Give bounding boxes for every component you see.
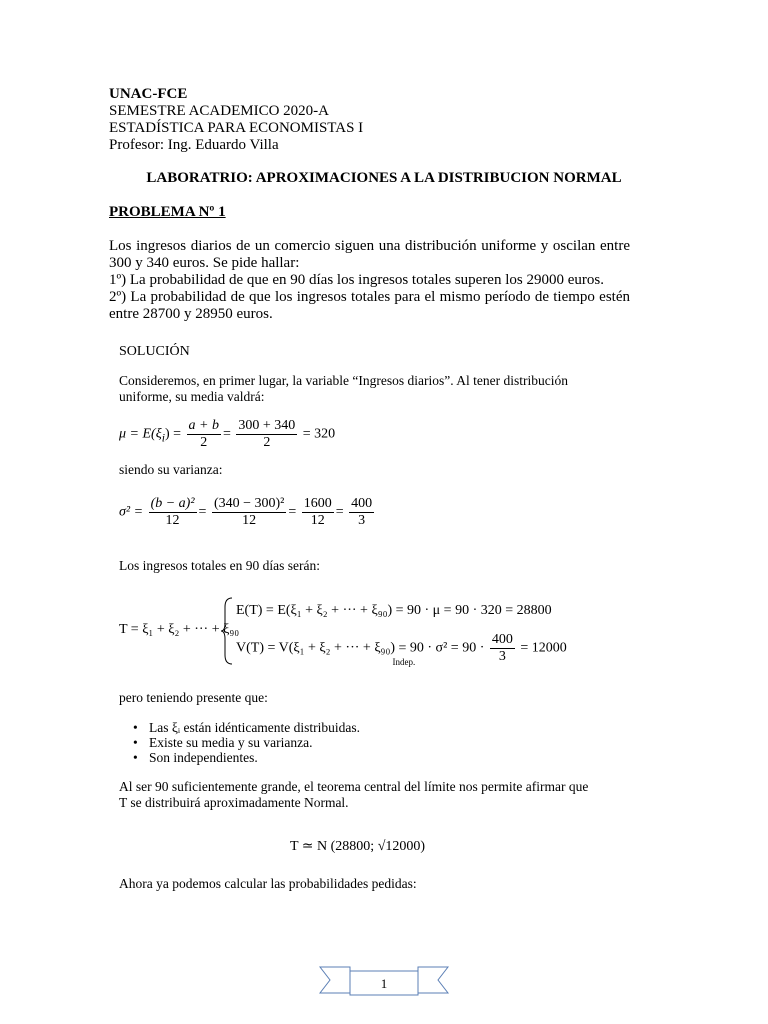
bullets-intro: pero teniendo presente que:	[119, 690, 268, 705]
variance-formula: σ² = $\frac{\text{(b − a)²}}{12}$ = $\frac{\text{(340 − 300)²}}{12}$ = $\frac{1600}{12}$ = $\frac{400}{3}$	[119, 496, 373, 528]
list-item: • Las ξᵢ están idénticamente distribuidas.	[127, 720, 360, 735]
solution-heading: SOLUCIÓN	[119, 344, 190, 359]
semester-label: SEMESTRE ACADEMICO 2020-A	[109, 103, 330, 119]
list-item: • Existe su media y su varianza.	[127, 735, 360, 750]
conditions-list	[127, 720, 360, 765]
variance-total-formula: V(T) = V(ξ₁ + ξ₂ + ··· + ξ₉₀) = Indep. 90 · σ² = 90 · $\frac{400}{3}$ = 12000	[236, 632, 567, 667]
variance-intro: siendo su varianza:	[119, 462, 223, 477]
list-item: • Son independientes.	[127, 750, 360, 765]
indep-label: Indep.	[392, 656, 416, 667]
total-sum-formula: T = ξ₁ + ξ₂ + ··· + ξ₉₀	[119, 622, 240, 637]
professor-label: Profesor: Ing. Eduardo Villa	[109, 137, 279, 153]
normal-distribution-formula: T ≃ N (28800; √12000)	[290, 839, 426, 854]
clt-paragraph: Al ser 90 suficientemente grande, el teorema central del límite nos permite afirmar que T se distribuirá aproximadamente Normal.	[119, 779, 589, 810]
problem-statement	[109, 238, 630, 323]
problem-question-1: 1º) La probabilidad de que en 90 días los ingresos totales superen los 29000 euros.	[109, 272, 604, 288]
page-title: LABORATRIO: APROXIMACIONES A LA DISTRIBUCION NORMAL	[146, 170, 622, 186]
mean-formula: $\mu = E(\xi_i)$ = $\frac{a + b}{2}$ = $\frac{300 + 340}{2}$ = 320	[119, 418, 336, 450]
total-intro: Los ingresos totales en 90 días serán:	[119, 558, 320, 573]
problem-question-2: 2º) La probabilidad de que los ingresos totales para el mismo período de tiempo estén entre 28700 y 28950 euros.	[109, 289, 630, 322]
expected-total-formula: E(T) = E(ξ₁ + ξ₂ + ··· + ξ₉₀) = 90 · μ = 90 · 320 = 28800	[236, 603, 552, 618]
problem-heading: PROBLEMA Nº 1	[109, 204, 226, 220]
course-label: ESTADÍSTICA PARA ECONOMISTAS I	[109, 120, 364, 136]
page-number: 1	[380, 976, 388, 991]
curly-brace	[220, 597, 234, 665]
closing-text: Ahora ya podemos calcular las probabilidades pedidas:	[119, 876, 417, 891]
solution-intro: Consideremos, en primer lugar, la variable “Ingresos diarios”. Al tener distribución uniforme, su media valdrá:	[119, 373, 568, 404]
problem-text-intro: Los ingresos diarios de un comercio siguen una distribución uniforme y oscilan entre 300 y 340 euros. Se pide hallar:	[109, 238, 630, 271]
institution-label: UNAC-FCE	[109, 86, 188, 102]
